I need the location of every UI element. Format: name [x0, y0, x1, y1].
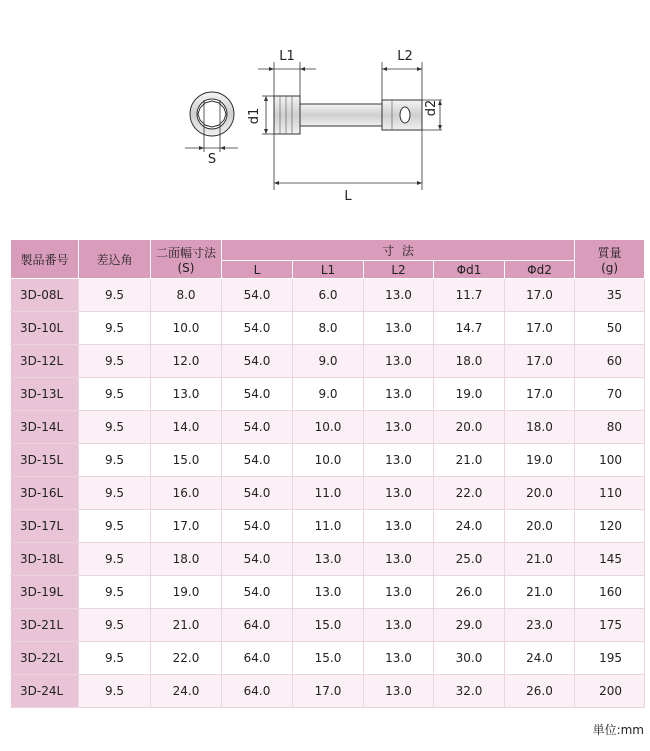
label-s: S: [207, 152, 217, 167]
cell-drive: 9.5: [79, 477, 151, 510]
cell-d1: 18.0: [434, 345, 505, 378]
cell-d2: 26.0: [505, 675, 575, 708]
cell-l1: 13.0: [293, 543, 364, 576]
cell-part-no: 3D-12L: [11, 345, 79, 378]
cell-l2: 13.0: [364, 642, 434, 675]
cell-part-no: 3D-17L: [11, 510, 79, 543]
cell-d1: 25.0: [434, 543, 505, 576]
cell-d2: 17.0: [505, 312, 575, 345]
table-row: [11, 675, 645, 708]
cell-d1: 24.0: [434, 510, 505, 543]
d1-dimension: [247, 96, 274, 134]
cell-l2: 13.0: [364, 345, 434, 378]
header-d2: Φd2: [505, 261, 575, 279]
cell-s: 14.0: [151, 411, 222, 444]
cell-d2: 17.0: [505, 279, 575, 312]
cell-drive: 9.5: [79, 576, 151, 609]
spec-table: [10, 239, 645, 708]
label-l2: L2: [397, 49, 413, 64]
cell-part-no: 3D-13L: [11, 378, 79, 411]
cell-part-no: 3D-19L: [11, 576, 79, 609]
cell-l: 54.0: [222, 477, 293, 510]
cell-s: 8.0: [151, 279, 222, 312]
cell-l: 54.0: [222, 312, 293, 345]
cell-l1: 15.0: [293, 642, 364, 675]
header-drive: 差込角: [79, 240, 151, 279]
cell-part-no: 3D-14L: [11, 411, 79, 444]
cell-d2: 23.0: [505, 609, 575, 642]
header-l2: L2: [364, 261, 434, 279]
cell-l: 54.0: [222, 543, 293, 576]
cell-drive: 9.5: [79, 279, 151, 312]
table-row: [11, 642, 645, 675]
header-width-line1: 二面幅寸法: [155, 245, 216, 260]
cell-mass: 70: [575, 378, 645, 411]
header-width: [151, 240, 222, 279]
cell-l1: 13.0: [293, 576, 364, 609]
header-l: L: [222, 261, 293, 279]
cell-d1: 32.0: [434, 675, 505, 708]
cell-l2: 13.0: [364, 609, 434, 642]
cell-d1: 20.0: [434, 411, 505, 444]
cell-s: 12.0: [151, 345, 222, 378]
cell-l1: 9.0: [293, 378, 364, 411]
cell-part-no: 3D-18L: [11, 543, 79, 576]
cell-mass: 110: [575, 477, 645, 510]
cell-drive: 9.5: [79, 312, 151, 345]
cell-d2: 24.0: [505, 642, 575, 675]
cell-mass: 120: [575, 510, 645, 543]
cell-s: 22.0: [151, 642, 222, 675]
cell-l1: 11.0: [293, 477, 364, 510]
cell-l: 64.0: [222, 642, 293, 675]
table-row: [11, 477, 645, 510]
cell-part-no: 3D-15L: [11, 444, 79, 477]
cell-l: 54.0: [222, 345, 293, 378]
header-part-no: 製品番号: [11, 240, 79, 279]
cell-drive: 9.5: [79, 642, 151, 675]
cell-drive: 9.5: [79, 444, 151, 477]
cell-l1: 9.0: [293, 345, 364, 378]
cell-l2: 13.0: [364, 675, 434, 708]
cell-d2: 19.0: [505, 444, 575, 477]
cell-drive: 9.5: [79, 609, 151, 642]
cell-s: 13.0: [151, 378, 222, 411]
cell-l2: 13.0: [364, 312, 434, 345]
cell-d1: 26.0: [434, 576, 505, 609]
l-dimension: [274, 130, 422, 204]
cell-d1: 22.0: [434, 477, 505, 510]
cell-d1: 21.0: [434, 444, 505, 477]
header-mass: [575, 240, 645, 279]
cell-d2: 17.0: [505, 378, 575, 411]
table-row: [11, 279, 645, 312]
cell-part-no: 3D-10L: [11, 312, 79, 345]
socket-end-view: [185, 92, 238, 152]
cell-s: 16.0: [151, 477, 222, 510]
cell-l1: 8.0: [293, 312, 364, 345]
cell-part-no: 3D-24L: [11, 675, 79, 708]
cell-d2: 20.0: [505, 510, 575, 543]
cell-l2: 13.0: [364, 411, 434, 444]
cell-d2: 21.0: [505, 543, 575, 576]
cell-part-no: 3D-21L: [11, 609, 79, 642]
cell-l2: 13.0: [364, 576, 434, 609]
header-width-line2: (S): [177, 260, 195, 275]
label-l1: L1: [279, 49, 295, 64]
cell-drive: 9.5: [79, 510, 151, 543]
cell-l1: 17.0: [293, 675, 364, 708]
unit-note: 単位:mm: [592, 723, 644, 737]
cell-mass: 175: [575, 609, 645, 642]
cell-l: 64.0: [222, 675, 293, 708]
cell-mass: 50: [575, 312, 645, 345]
header-d1: Φd1: [434, 261, 505, 279]
label-l: L: [344, 189, 352, 204]
table-row: [11, 378, 645, 411]
table-row: [11, 543, 645, 576]
cell-s: 21.0: [151, 609, 222, 642]
table-row: [11, 510, 645, 543]
cell-l2: 13.0: [364, 279, 434, 312]
table-row: [11, 609, 645, 642]
cell-mass: 160: [575, 576, 645, 609]
cell-s: 17.0: [151, 510, 222, 543]
socket-side-view: [274, 96, 422, 134]
cell-s: 10.0: [151, 312, 222, 345]
cell-l: 64.0: [222, 609, 293, 642]
table-row: [11, 444, 645, 477]
table-row: [11, 576, 645, 609]
d2-dimension: [422, 100, 442, 130]
cell-d2: 20.0: [505, 477, 575, 510]
cell-drive: 9.5: [79, 411, 151, 444]
cell-d1: 11.7: [434, 279, 505, 312]
cell-l1: 15.0: [293, 609, 364, 642]
header-mass-line1: 質量: [597, 245, 622, 260]
cell-mass: 35: [575, 279, 645, 312]
socket-dimension-drawing: [0, 0, 650, 225]
cell-s: 15.0: [151, 444, 222, 477]
cell-s: 19.0: [151, 576, 222, 609]
cell-l: 54.0: [222, 411, 293, 444]
table-row: [11, 312, 645, 345]
label-d1: d1: [247, 107, 262, 125]
label-d2: d2: [424, 99, 439, 117]
header-mass-line2: (g): [601, 260, 619, 275]
cell-d2: 21.0: [505, 576, 575, 609]
cell-d2: 17.0: [505, 345, 575, 378]
cell-mass: 60: [575, 345, 645, 378]
cell-l: 54.0: [222, 510, 293, 543]
cell-l1: 6.0: [293, 279, 364, 312]
cell-d1: 19.0: [434, 378, 505, 411]
cell-l: 54.0: [222, 444, 293, 477]
cell-d2: 18.0: [505, 411, 575, 444]
cell-drive: 9.5: [79, 378, 151, 411]
cell-part-no: 3D-22L: [11, 642, 79, 675]
cell-d1: 29.0: [434, 609, 505, 642]
spec-table-body: [11, 279, 645, 708]
cell-l1: 10.0: [293, 444, 364, 477]
cell-mass: 80: [575, 411, 645, 444]
cell-part-no: 3D-16L: [11, 477, 79, 510]
l2-dimension: [382, 49, 422, 100]
cell-mass: 145: [575, 543, 645, 576]
cell-l2: 13.0: [364, 543, 434, 576]
cell-d1: 14.7: [434, 312, 505, 345]
header-l1: L1: [293, 261, 364, 279]
cell-mass: 100: [575, 444, 645, 477]
cell-l1: 10.0: [293, 411, 364, 444]
cell-l: 54.0: [222, 378, 293, 411]
cell-part-no: 3D-08L: [11, 279, 79, 312]
cell-s: 18.0: [151, 543, 222, 576]
cell-l2: 13.0: [364, 444, 434, 477]
cell-l: 54.0: [222, 279, 293, 312]
header-dimensions: 寸 法: [222, 240, 575, 261]
cell-d1: 30.0: [434, 642, 505, 675]
cell-l: 54.0: [222, 576, 293, 609]
cell-mass: 200: [575, 675, 645, 708]
l1-dimension: [258, 49, 316, 96]
cell-drive: 9.5: [79, 345, 151, 378]
cell-l2: 13.0: [364, 378, 434, 411]
cell-mass: 195: [575, 642, 645, 675]
table-row: [11, 345, 645, 378]
cell-l2: 13.0: [364, 510, 434, 543]
cell-drive: 9.5: [79, 675, 151, 708]
cell-s: 24.0: [151, 675, 222, 708]
table-row: [11, 411, 645, 444]
cell-drive: 9.5: [79, 543, 151, 576]
cell-l2: 13.0: [364, 477, 434, 510]
cell-l1: 11.0: [293, 510, 364, 543]
